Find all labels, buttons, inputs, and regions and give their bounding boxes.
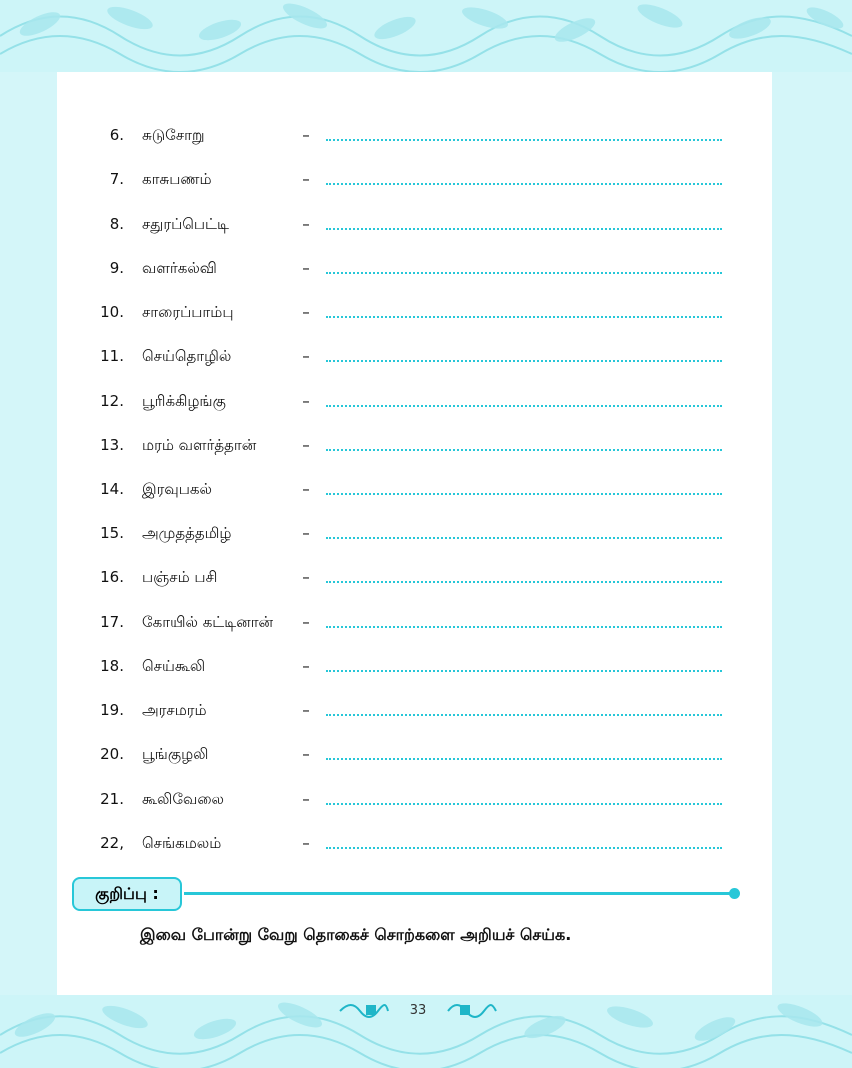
answer-blank [326, 360, 722, 362]
item-word: மரம் வளர்த்தான் [142, 436, 257, 454]
list-item [90, 698, 730, 722]
item-number: 18. [100, 657, 124, 675]
item-dash: – [302, 701, 310, 719]
item-number: 20. [100, 745, 124, 763]
page-number: 33 [409, 1003, 427, 1018]
answer-blank [326, 626, 722, 628]
list-item [90, 167, 730, 191]
item-number: 6. [109, 126, 124, 144]
list-item [90, 610, 730, 634]
item-number: 7. [109, 170, 124, 188]
item-number: 8. [109, 215, 124, 233]
answer-blank [326, 139, 722, 141]
item-number: 13. [100, 436, 124, 454]
list-item [90, 344, 730, 368]
item-word: சுடுசோறு [142, 126, 205, 144]
item-word: வளர்கல்வி [142, 259, 217, 277]
item-word: கூலிவேலை [142, 790, 224, 808]
list-item [90, 787, 730, 811]
answer-blank [326, 581, 722, 583]
list-item [90, 256, 730, 280]
item-dash: – [302, 790, 310, 808]
item-dash: – [302, 568, 310, 586]
answer-blank [326, 183, 722, 185]
answer-blank [326, 847, 722, 849]
item-number: 12. [100, 392, 124, 410]
item-word: பஞ்சம் பசி [142, 568, 218, 586]
item-word: அரசமரம் [142, 701, 207, 719]
list-item [90, 477, 730, 501]
answer-blank [326, 803, 722, 805]
item-dash: – [302, 480, 310, 498]
note-label-box [72, 877, 182, 911]
item-dash: – [302, 347, 310, 365]
item-dash: – [302, 613, 310, 631]
item-dash: – [302, 126, 310, 144]
item-word: பூரிக்கிழங்கு [142, 392, 226, 410]
item-number: 11. [100, 347, 124, 365]
item-word: இரவுபகல் [142, 480, 212, 498]
item-dash: – [302, 524, 310, 542]
note-label: குறிப்பு : [95, 884, 159, 903]
item-dash: – [302, 436, 310, 454]
item-dash: – [302, 834, 310, 852]
item-word: அமுதத்தமிழ் [142, 524, 232, 542]
answer-blank [326, 449, 722, 451]
item-word: பூங்குழலி [142, 745, 209, 763]
item-number: 21. [100, 790, 124, 808]
item-number: 17. [100, 613, 124, 631]
item-dash: – [302, 215, 310, 233]
answer-blank [326, 758, 722, 760]
item-word: கோயில் கட்டினான் [142, 613, 274, 631]
list-item [90, 212, 730, 236]
item-dash: – [302, 657, 310, 675]
item-word: செங்கமலம் [142, 834, 222, 852]
item-dash: – [302, 259, 310, 277]
leaf-pattern-top [0, 0, 852, 72]
item-dash: – [302, 392, 310, 410]
item-word: சாரைப்பாம்பு [142, 303, 234, 321]
item-dash: – [302, 745, 310, 763]
item-number: 14. [100, 480, 124, 498]
item-number: 15. [100, 524, 124, 542]
answer-blank [326, 316, 722, 318]
item-dash: – [302, 170, 310, 188]
answer-blank [326, 493, 722, 495]
item-number: 22, [100, 834, 124, 852]
item-word: சதுரப்பெட்டி [142, 215, 229, 233]
footer-ornament-right-icon [446, 1001, 498, 1021]
list-item [90, 831, 730, 855]
list-item [90, 521, 730, 545]
list-item [90, 300, 730, 324]
answer-blank [326, 228, 722, 230]
answer-blank [326, 272, 722, 274]
top-decorative-band [0, 0, 852, 72]
item-dash: – [302, 303, 310, 321]
list-item [90, 654, 730, 678]
item-word: காசுபணம் [142, 170, 212, 188]
list-item [90, 565, 730, 589]
left-margin [0, 72, 57, 995]
answer-blank [326, 537, 722, 539]
note-divider-end [729, 888, 740, 899]
item-number: 16. [100, 568, 124, 586]
answer-blank [326, 405, 722, 407]
item-number: 9. [109, 259, 124, 277]
item-word: செய்தொழில் [142, 347, 232, 365]
item-word: செய்கூலி [142, 657, 206, 675]
note-text: இவை போன்று வேறு தொகைச் சொற்களை அறியச் செய்க. [140, 925, 572, 944]
item-number: 19. [100, 701, 124, 719]
note-divider [184, 892, 736, 895]
list-item [90, 742, 730, 766]
answer-blank [326, 670, 722, 672]
page-footer [338, 997, 498, 1025]
right-margin [772, 72, 852, 995]
list-item [90, 123, 730, 147]
list-item [90, 389, 730, 413]
item-number: 10. [100, 303, 124, 321]
list-item [90, 433, 730, 457]
answer-blank [326, 714, 722, 716]
